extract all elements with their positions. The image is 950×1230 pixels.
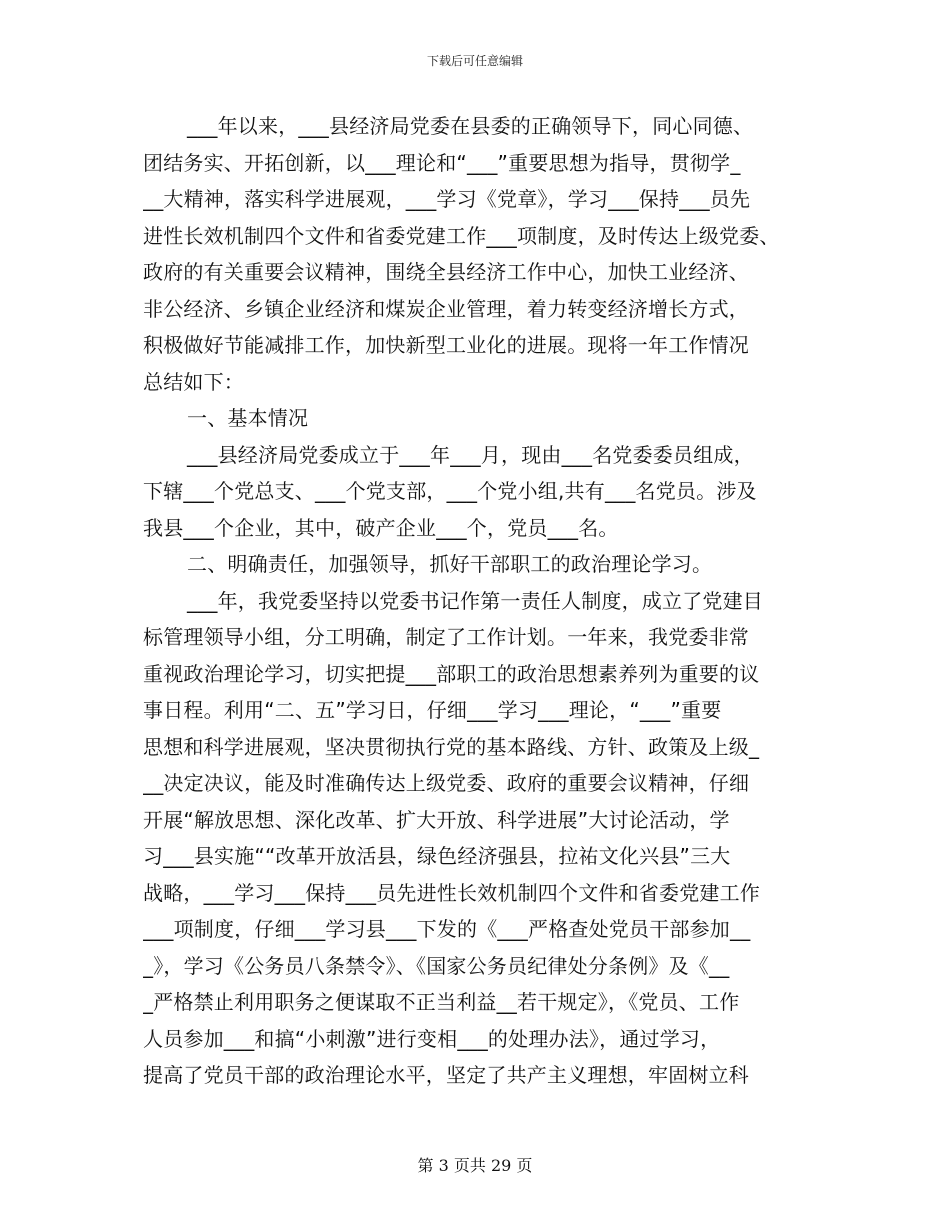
body-line: 标管理领导小组，分工明确，制定了工作计划。一年来，我党委非常: [143, 625, 749, 649]
page-number-footer: 第 3 页共 29 页: [417, 1156, 533, 1175]
body-line: 重视政治理论学习，切实把提___部职工的政治思想素养列为重要的议: [143, 661, 760, 686]
body-line: 人员参加___和搞“小刺激”进行变相___的处理办法》，通过学习，: [143, 1026, 721, 1051]
section-heading: 一、基本情况: [187, 406, 309, 430]
body-line: 下辖___个党总支、___个党支部，___个党小组,共有___名党员。涉及: [143, 479, 757, 503]
body-line: 团结务实、开拓创新，以___理论和“___”重要思想为指导，贯彻学_: [143, 150, 741, 175]
body-line: 非公经济、乡镇企业经济和煤炭企业管理，着力转变经济增长方式，: [143, 296, 749, 321]
body-line: 事日程。利用“二、五”学习日，仔细___学习___理论，“___”重要: [143, 698, 722, 722]
body-line: ___项制度，仔细___学习县___下发的《___严格查处党员干部参加__: [143, 917, 751, 941]
body-line: 我县___个企业，其中，破产企业___个，党员___名。: [143, 515, 619, 540]
body-line: _严格禁止利用职务之便谋取不正当利益__若干规定》，《党员、工作: [143, 990, 740, 1014]
document-body: [143, 108, 813, 1094]
body-line: ___年以来，___县经济局党委在县委的正确领导下，同心同德、: [187, 114, 754, 138]
page-header: 下载后可任意编辑: [426, 54, 523, 68]
body-line: 积极做好节能减排工作，加快新型工业化的进展。现将一年工作情况: [143, 333, 749, 357]
body-line: ___年，我党委坚持以党委书记作第一责任人制度，成立了党建目: [187, 588, 763, 613]
body-line: __大精神，落实科学进展观，___学习《党章》，学习___保持___员先: [143, 187, 751, 211]
body-line: 思想和科学进展观，坚决贯彻执行党的基本路线、方针、政策及上级_: [143, 734, 760, 759]
body-line: 战略，___学习___保持___员先进性长效机制四个文件和省委党建工作: [143, 880, 760, 905]
body-line: __决定决议，能及时准确传达上级党委、政府的重要会议精神，仔细: [143, 771, 750, 795]
section-heading: 二、明确责任，加强领导，抓好干部职工的政治理论学习。: [187, 552, 713, 576]
body-line: 提高了党员干部的政治理论水平，坚定了共产主义理想，牢固树立科: [143, 1063, 749, 1087]
body-line: 政府的有关重要会议精神，围绕全县经济工作中心，加快工业经济、: [143, 260, 749, 284]
body-line: 开展“解放思想、深化改革、扩大开放、科学进展”大讨论活动，学: [143, 807, 730, 832]
body-line: 总结如下：: [143, 369, 244, 394]
body-line: 习___县实施““改革开放活县，绿色经济强县，拉祐文化兴县”三大: [143, 844, 731, 868]
body-line: 进性长效机制四个文件和省委党建工作___项制度，及时传达上级党委、: [143, 223, 780, 248]
body-line: _》，学习《公务员八条禁令》、《国家公务员纪律处分条例》及《__: [143, 953, 730, 978]
body-line: ___县经济局党委成立于___年___月，现由___名党委委员组成，: [187, 442, 754, 467]
